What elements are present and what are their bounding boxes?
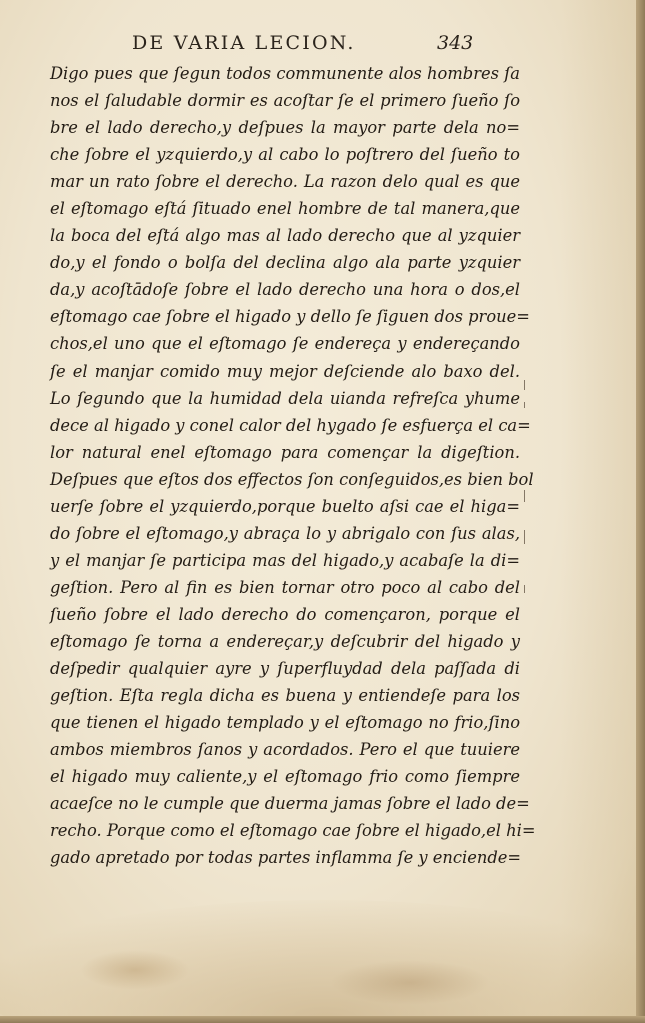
text-line: el higado muy caliente,y el eſtomago frio como ſiempre [50, 767, 520, 787]
text-line: gado apretado por todas partes inflamma ſe y enciende= [50, 848, 522, 868]
text-line: Lo ſegundo que la humidad dela uianda refreſca yhume [50, 388, 520, 408]
text-line: do ſobre el eſtomago,y abraça lo y abrigalo con ſus alas, [50, 523, 520, 543]
page-edge-bottom [0, 1016, 645, 1023]
running-title: DE VARIA LECION. [132, 32, 356, 54]
text-line: dece al higado y conel calor del hygado ſe esfuerça el ca= [50, 415, 531, 435]
text-line: da,y acoſtādoſe ſobre el lado derecho una hora o dos,el [50, 280, 520, 300]
text-line: recho. Porque como el eſtomago cae ſobre el higado,el hi= [50, 821, 536, 841]
text-line: bre el lado derecho,y deſpues la mayor parte dela no= [50, 118, 520, 138]
text-line: ambos miembros ſanos y acordados. Pero el que tuuiere [50, 740, 520, 760]
margin-ink-marks [522, 380, 528, 610]
water-stain-bottom [0, 900, 640, 1018]
text-line: eſtomago cae ſobre el higado y dello ſe ſiguen dos proue= [50, 307, 530, 327]
page-header [0, 32, 640, 58]
text-line: mar un rato ſobre el derecho. La razon delo qual es que [50, 172, 520, 192]
stain-spot [80, 950, 190, 990]
text-line: nos el ſaludable dormir es acoſtar ſe el primero ſueño ſo [50, 91, 520, 111]
text-line: deſpedir qualquier ayre y ſuperfluydad dela paſſada di [50, 659, 520, 679]
text-line: eſtomago ſe torna a endereçar,y deſcubrir del higado y [50, 631, 520, 651]
text-line: do,y el fondo o bolſa del declina algo ala parte yzquier [50, 253, 520, 273]
text-line: che ſobre el yzquierdo,y al cabo lo poſtrero del ſueño to [50, 145, 520, 165]
text-line: geſtion. Eſta regla dicha es buena y entiendeſe para los [50, 686, 520, 706]
body-text [50, 60, 536, 871]
text-line: Deſpues que eſtos dos effectos ſon conſeguidos,es bien bol [50, 469, 534, 489]
page-number: 343 [437, 32, 474, 54]
text-line: y el manjar ſe participa mas del higado,y acabaſe la di= [50, 550, 520, 570]
stain-spot [330, 960, 490, 1005]
text-line: ſueño ſobre el lado derecho do començaron, porque el [50, 604, 520, 624]
text-line: ſe el manjar comido muy mejor deſciende alo baxo del. [50, 361, 520, 381]
page-edge-discoloration [560, 0, 640, 1018]
text-line: que tienen el higado templado y el eſtomago no frio,ſino [50, 713, 520, 733]
text-line: acaeſce no le cumple que duerma jamas ſobre el lado de= [50, 794, 530, 814]
text-line: geſtion. Pero al fin es bien tornar otro poco al cabo del [50, 577, 520, 597]
text-line: chos,el uno que el eſtomago ſe endereça y endereçando [50, 334, 520, 354]
text-line: el eſtomago eſtá ſituado enel hombre de tal manera,que [50, 199, 520, 219]
page-edge [636, 0, 645, 1023]
text-line: uerſe ſobre el yzquierdo,porque buelto aſsi cae el higa= [50, 496, 520, 516]
text-line: lor natural enel eſtomago para començar la digeſtion. [50, 442, 520, 462]
text-line: la boca del eſtá algo mas al lado derecho que al yzquier [50, 226, 520, 246]
text-line: Digo pues que ſegun todos communente alos hombres ſa [50, 64, 520, 83]
